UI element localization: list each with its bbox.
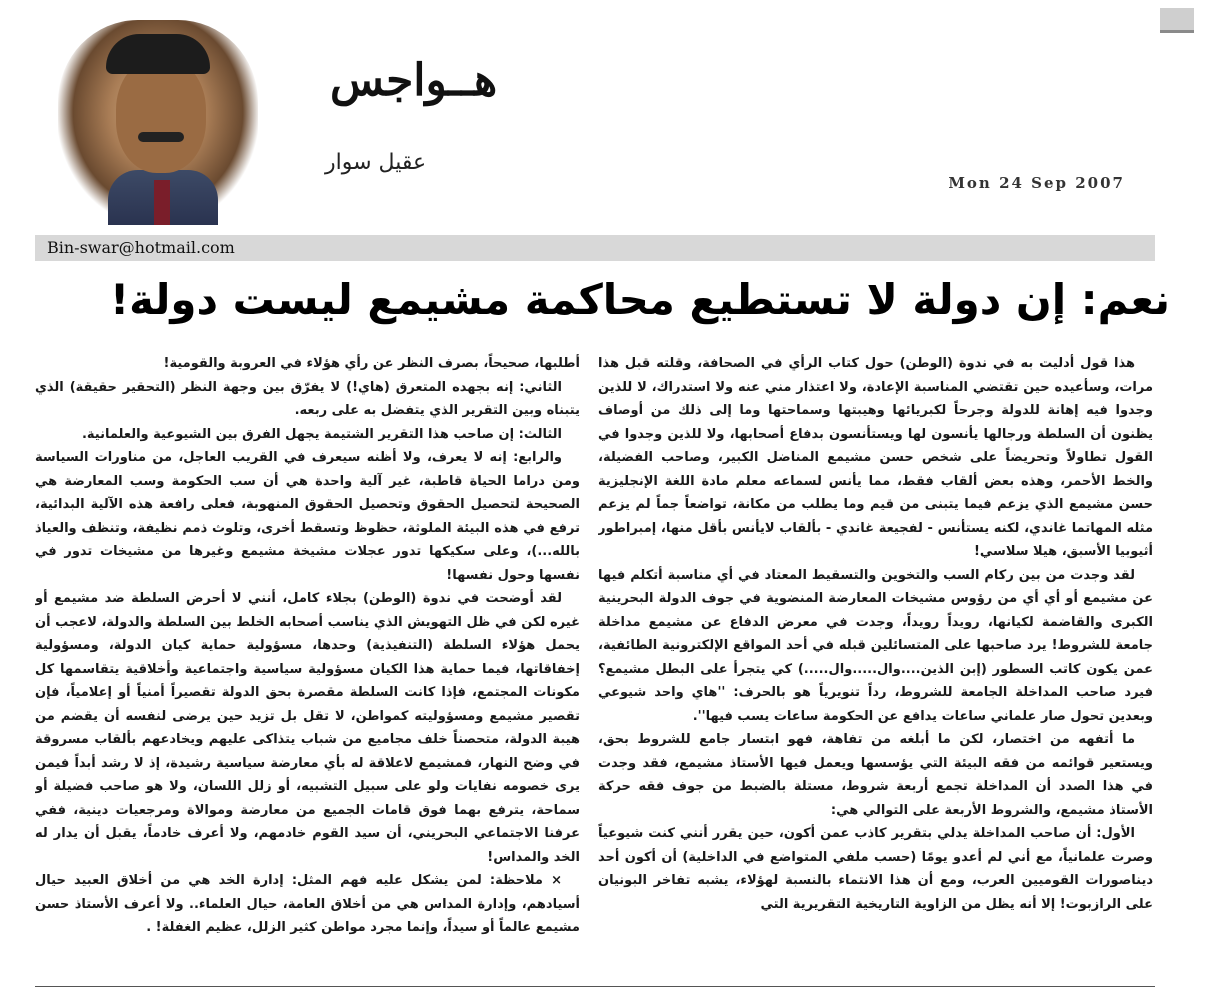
portrait-tie <box>154 180 170 225</box>
bottom-divider <box>35 986 1155 987</box>
paragraph: الأول: أن صاحب المداخلة يدلي بتقرير كاذب عمن أكون، حين يقرر أنني كنت شيوعياً وصرت علمانياً، مع أني لم أعدو يومًا (حسب ملفي المتواضع في الداخلية) أن أكون أحد ديناصورات القوميين العرب، ومع أن هذا الانتماء بالنسبة لهؤلاء، يشبه تفاخر البونيان على الرازبوت! إلا أنه يظل من الزاوية التاريخية التقريرية التي <box>598 826 1153 912</box>
portrait-moustache <box>138 132 184 142</box>
article-headline: نعم: إن دولة لا تستطيع محاكمة مشيمع ليست دولة! <box>109 275 1170 324</box>
paragraph: هذا قول أدليت به في ندوة (الوطن) حول كتاب الرأي في الصحافة، وقلته قبل هذا مرات، وسأعيده حين تقتضي المناسبة الإعادة، ولا اعتذار مني عنه ولا استدراك، لا للذين وجدوا فيه إهانة للدولة وجرحاً لكبريائها وهيبتها وسماحتها وما إلى ذلك من أوصاف يظنون أن السلطة ورجالها يأنسون لها ويستأنسون بدفاع أصحابها، ولا للذين وجدوا في القول تطاولاً وتحريضاً على شخص حسن مشيمع المناضل الكبير، وصاحب الفضيلة، والخط الأحمر، وهذه بعض ألقاب فقط، مما يأنس لسماعه معلم مادة اللغة الإنجليزية حسن مشيمع الذي يزعم فيما يتبنى من قيم وما يطلب من مكانة، تواضعاً جماً لم يزعم مثله المهاتما غاندي، لكنه يستأنس - لفجيعة غاندي - بألقاب لايأنس بأقل منها، إمبراطور أثيوبيا الأسبق، هيلا سلاسي! <box>598 356 1153 559</box>
column-title: هــواجس <box>330 55 498 106</box>
portrait-hair <box>106 34 210 74</box>
author-name: عقيل سوار <box>325 150 427 175</box>
paragraph: أطلبها، صحيحاً، بصرف النظر عن رأي هؤلاء في العروبة والقومية! <box>163 356 580 371</box>
author-portrait-icon <box>58 20 258 225</box>
paragraph: الثالث: إن صاحب هذا التقرير الشتيمة يجهل الفرق بين الشيوعية والعلمانية. <box>81 426 562 442</box>
paragraph: ما أتفهه من اختصار، لكن ما أبلغه من تفاهة، فهو ابتسار جامع للشروط بحق، ويستعير قوائمه من فقه البيئة التي يؤسسها ويعمل فيها الأستاذ مشيمع، فقد وجدت في هذا الصدد أن المداخلة تجمع أربعة شروط، مستلة بالضبط من جوف فقه حركة الأستاذ مشيمع، والشروط الأربعة على التوالي هي: <box>598 732 1153 818</box>
article-column-right <box>598 352 1153 977</box>
article-column-left <box>35 352 580 977</box>
paragraph: الثاني: إنه بجهده المتعرق (هاي!) لا يفرّق بين وجهة النظر (التحقير حقيقة) الذي يتبناه وبين التقرير الذي يتفضل به على ربعه. <box>35 379 580 418</box>
portrait-face <box>116 58 206 173</box>
note-paragraph: × ملاحظة: لمن يشكل عليه فهم المثل: إدارة الخد هي من أخلاق العبيد حيال أسيادهم، وإدارة المداس هي من أخلاق العامة، حيال العلماء.. ولا أعرف الأستاذ حسن مشيمع عالماً أو سيداً، وإنما مجرد مواطن كثير الزلل، عظيم الغفلة! . <box>35 873 580 935</box>
paragraph: لقد وجدت من بين ركام السب والتخوين والتسقيط المعتاد في أي مناسبة أتكلم فيها عن مشيمع أو أي أي من رؤوس مشيخات المعارضة المنضوية في جوف الدولة البحرينية الكبرى والقاضمة لكيانها، رويداً رويداً، وجدت في معرض الدفاع عن مشيمع مداخلة جامعة للشروط! يرد صاحبها على المتسائلين قبله في أحد المواقع الإلكترونية الطائفية، عمن يكون كاتب السطور (إبن الذين....وال.....وال.....) كي يتجرأ على البطل مشيمع؟ فيرد صاحب المداخلة الجامعة للشروط، رداً تنويرياً هو بالحرف: ''هاي واحد شيوعي وبعدين تحول صار علماني ساعات يدافع عن الحكومة ساعات يسب فيها''. <box>598 567 1153 724</box>
author-email-link[interactable]: Bin-swar@hotmail.com <box>47 238 235 257</box>
email-bar <box>35 235 1155 261</box>
corner-marker <box>1160 8 1194 33</box>
paragraph: لقد أوضحت في ندوة (الوطن) بجلاء كامل، أنني لا أحرض السلطة ضد مشيمع أو غيره لكن في ظل التهويش الذي يناسب أصحابه الخلط بين السلطة والدولة، لاعجب أن يحمل هؤلاء السلطة (التنفيذية) وحدها، مسؤولية حماية كيان الدولة، ومسؤولية إخفاقاتها، فيما حماية هذا الكيان مسؤولية سياسية واجتماعية وأخلاقية يتقاسمها كل مكونات المجتمع، فإذا كانت السلطة مقصرة بحق الدولة تقصيراً أمنياً أو إعلامياً، فإن تقصير مشيمع ومسؤوليته كمواطن، لا تقل بل تزيد حين يرضى لنفسه أن يقضم من هيبة الدولة، متحصناً خلف مجاميع من شباب يتذاكى عليهم ويخادعهم بألقاب مسروقة في وضح النهار، فمشيمع لاعلاقة له بأي معارضة سياسية رشيدة، إذ لا رشد أبداً فيمن يرى خصومه نفايات ولو على سبيل التشبيه، أو زلل اللسان، ولا هو صاحب فضيلة أو سماحة، يترفع بهما فوق قامات الجميع من معارضة وموالاة ومرجعيات دينية، ففي عرفنا الاجتماعي البحريني، أن سيد القوم خادمهم، ولا أعرف خادماً، يقبل أن يدار له الخد والمداس! <box>35 591 580 865</box>
publish-date: Mon 24 Sep 2007 <box>948 174 1125 192</box>
paragraph: والرابع: إنه لا يعرف، ولا أظنه سيعرف في القريب العاجل، من مناورات السياسة ومن دراما الحياة قاطبة، غير آلية واحدة هي أن سب الحكومة وسب المعارضة هي الصحيحة لتحصيل الحقوق وتحصيل الحقوق المنهوبة، فعلى رافعة هذه الآلية البدائية، ترفع في هذه البيئة الملوثة، حظوظ وتسقط أخرى، وتلوث ذمم نظيفة، وتنظف والعياذ بالله...)، وعلى سكيكها تدور عجلات مشيخة مشيمع وغيرها من مشيخات تدور في نفسها وحول نفسها! <box>35 450 580 583</box>
